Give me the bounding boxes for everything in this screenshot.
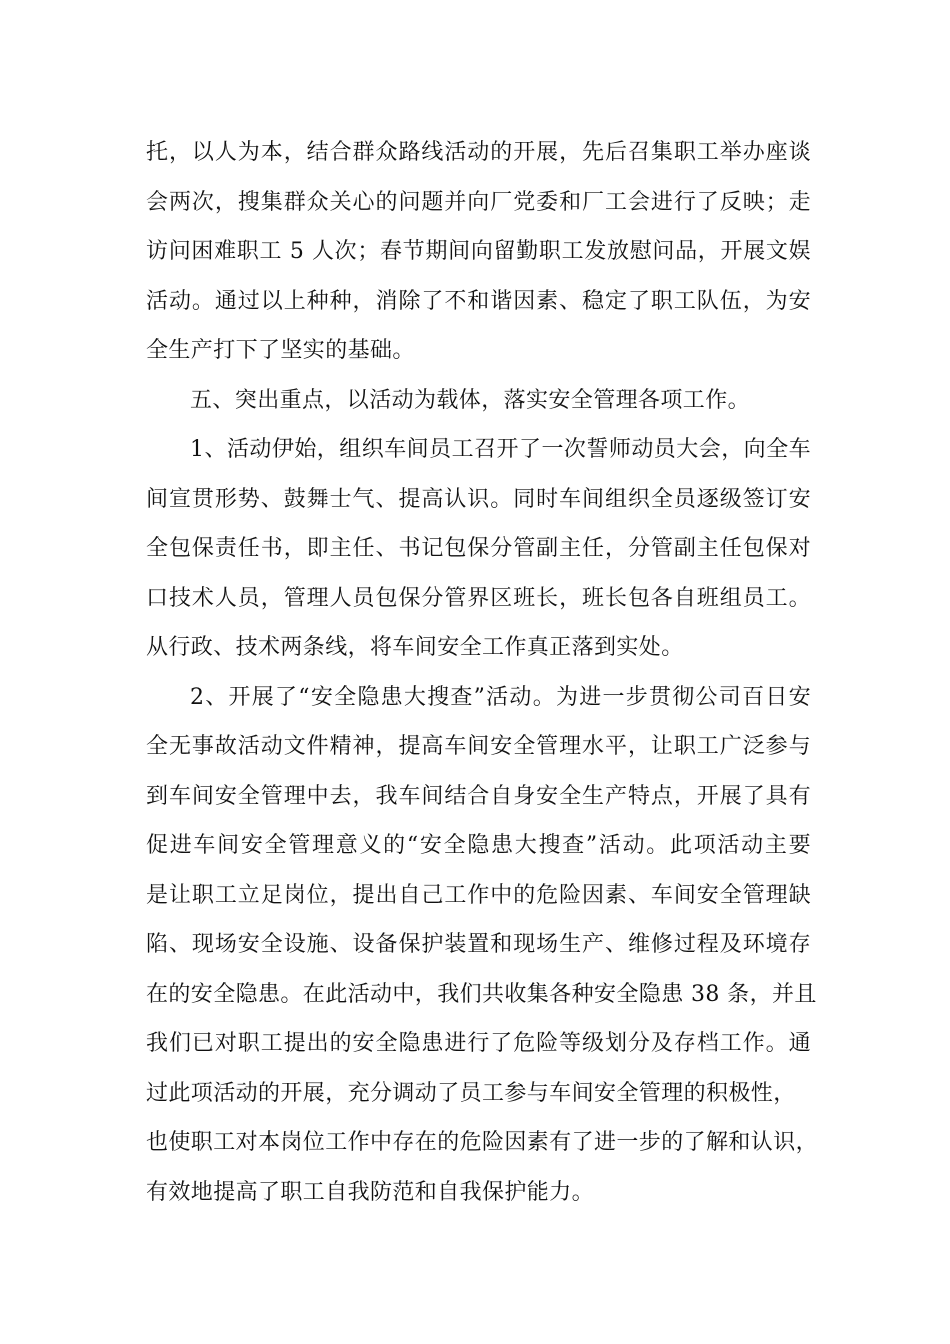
text-line: 促进车间安全管理意义的“安全隐患大搜查”活动。此项活动主要 (146, 833, 811, 858)
text-line: 托，以人为本，结合群众路线活动的开展，先后召集职工举办座谈 (146, 140, 811, 165)
text-line: 我们已对职工提出的安全隐患进行了危险等级划分及存档工作。通 (146, 1031, 811, 1056)
text-line: 有效地提高了职工自我防范和自我保护能力。 (146, 1179, 595, 1205)
text-line: 间宣贯形势、鼓舞士气、提高认识。同时车间组织全员逐级签订安 (146, 486, 811, 512)
text-line: 会两次，搜集群众关心的问题并向厂党委和厂工会进行了反映；走 (146, 189, 811, 215)
text-line: 1、活动伊始，组织车间员工召开了一次誓师动员大会，向全车 (190, 437, 811, 462)
text-line: 也使职工对本岗位工作中存在的危险因素有了进一步的了解和认识， (146, 1130, 819, 1155)
text-line: 在的安全隐患。在此活动中，我们共收集各种安全隐患 38 条，并且 (146, 981, 817, 1007)
text-line: 过此项活动的开展，充分调动了员工参与车间安全管理的积极性， (146, 1080, 796, 1106)
text-line: 从行政、技术两条线，将车间安全工作真正落到实处。 (146, 635, 684, 660)
text-line: 全生产打下了坚实的基础。 (146, 338, 415, 363)
text-line: 口技术人员，管理人员包保分管界区班长，班长包各自班组员工。 (146, 585, 811, 611)
text-line: 是让职工立足岗位，提出自己工作中的危险因素、车间安全管理缺 (146, 882, 811, 908)
text-line: 全无事故活动文件精神，提高车间安全管理水平，让职工广泛参与 (146, 734, 811, 759)
text-line: 2、开展了“安全隐患大搜查”活动。为进一步贯彻公司百日安 (190, 684, 811, 710)
body-text (146, 128, 819, 1217)
text-line: 全包保责任书，即主任、书记包保分管副主任，分管副主任包保对 (146, 536, 811, 561)
text-line: 活动。通过以上种种，消除了不和谐因素、稳定了职工队伍，为安 (146, 288, 811, 314)
section-heading: 五、突出重点，以活动为载体，落实安全管理各项工作。 (190, 387, 751, 413)
text-line: 访问困难职工 5 人次；春节期间向留勤职工发放慰问品，开展文娱 (146, 239, 811, 264)
text-line: 陷、现场安全设施、设备保护装置和现场生产、维修过程及环境存 (146, 932, 811, 957)
text-line: 到车间安全管理中去，我车间结合自身安全生产特点，开展了具有 (146, 783, 811, 809)
